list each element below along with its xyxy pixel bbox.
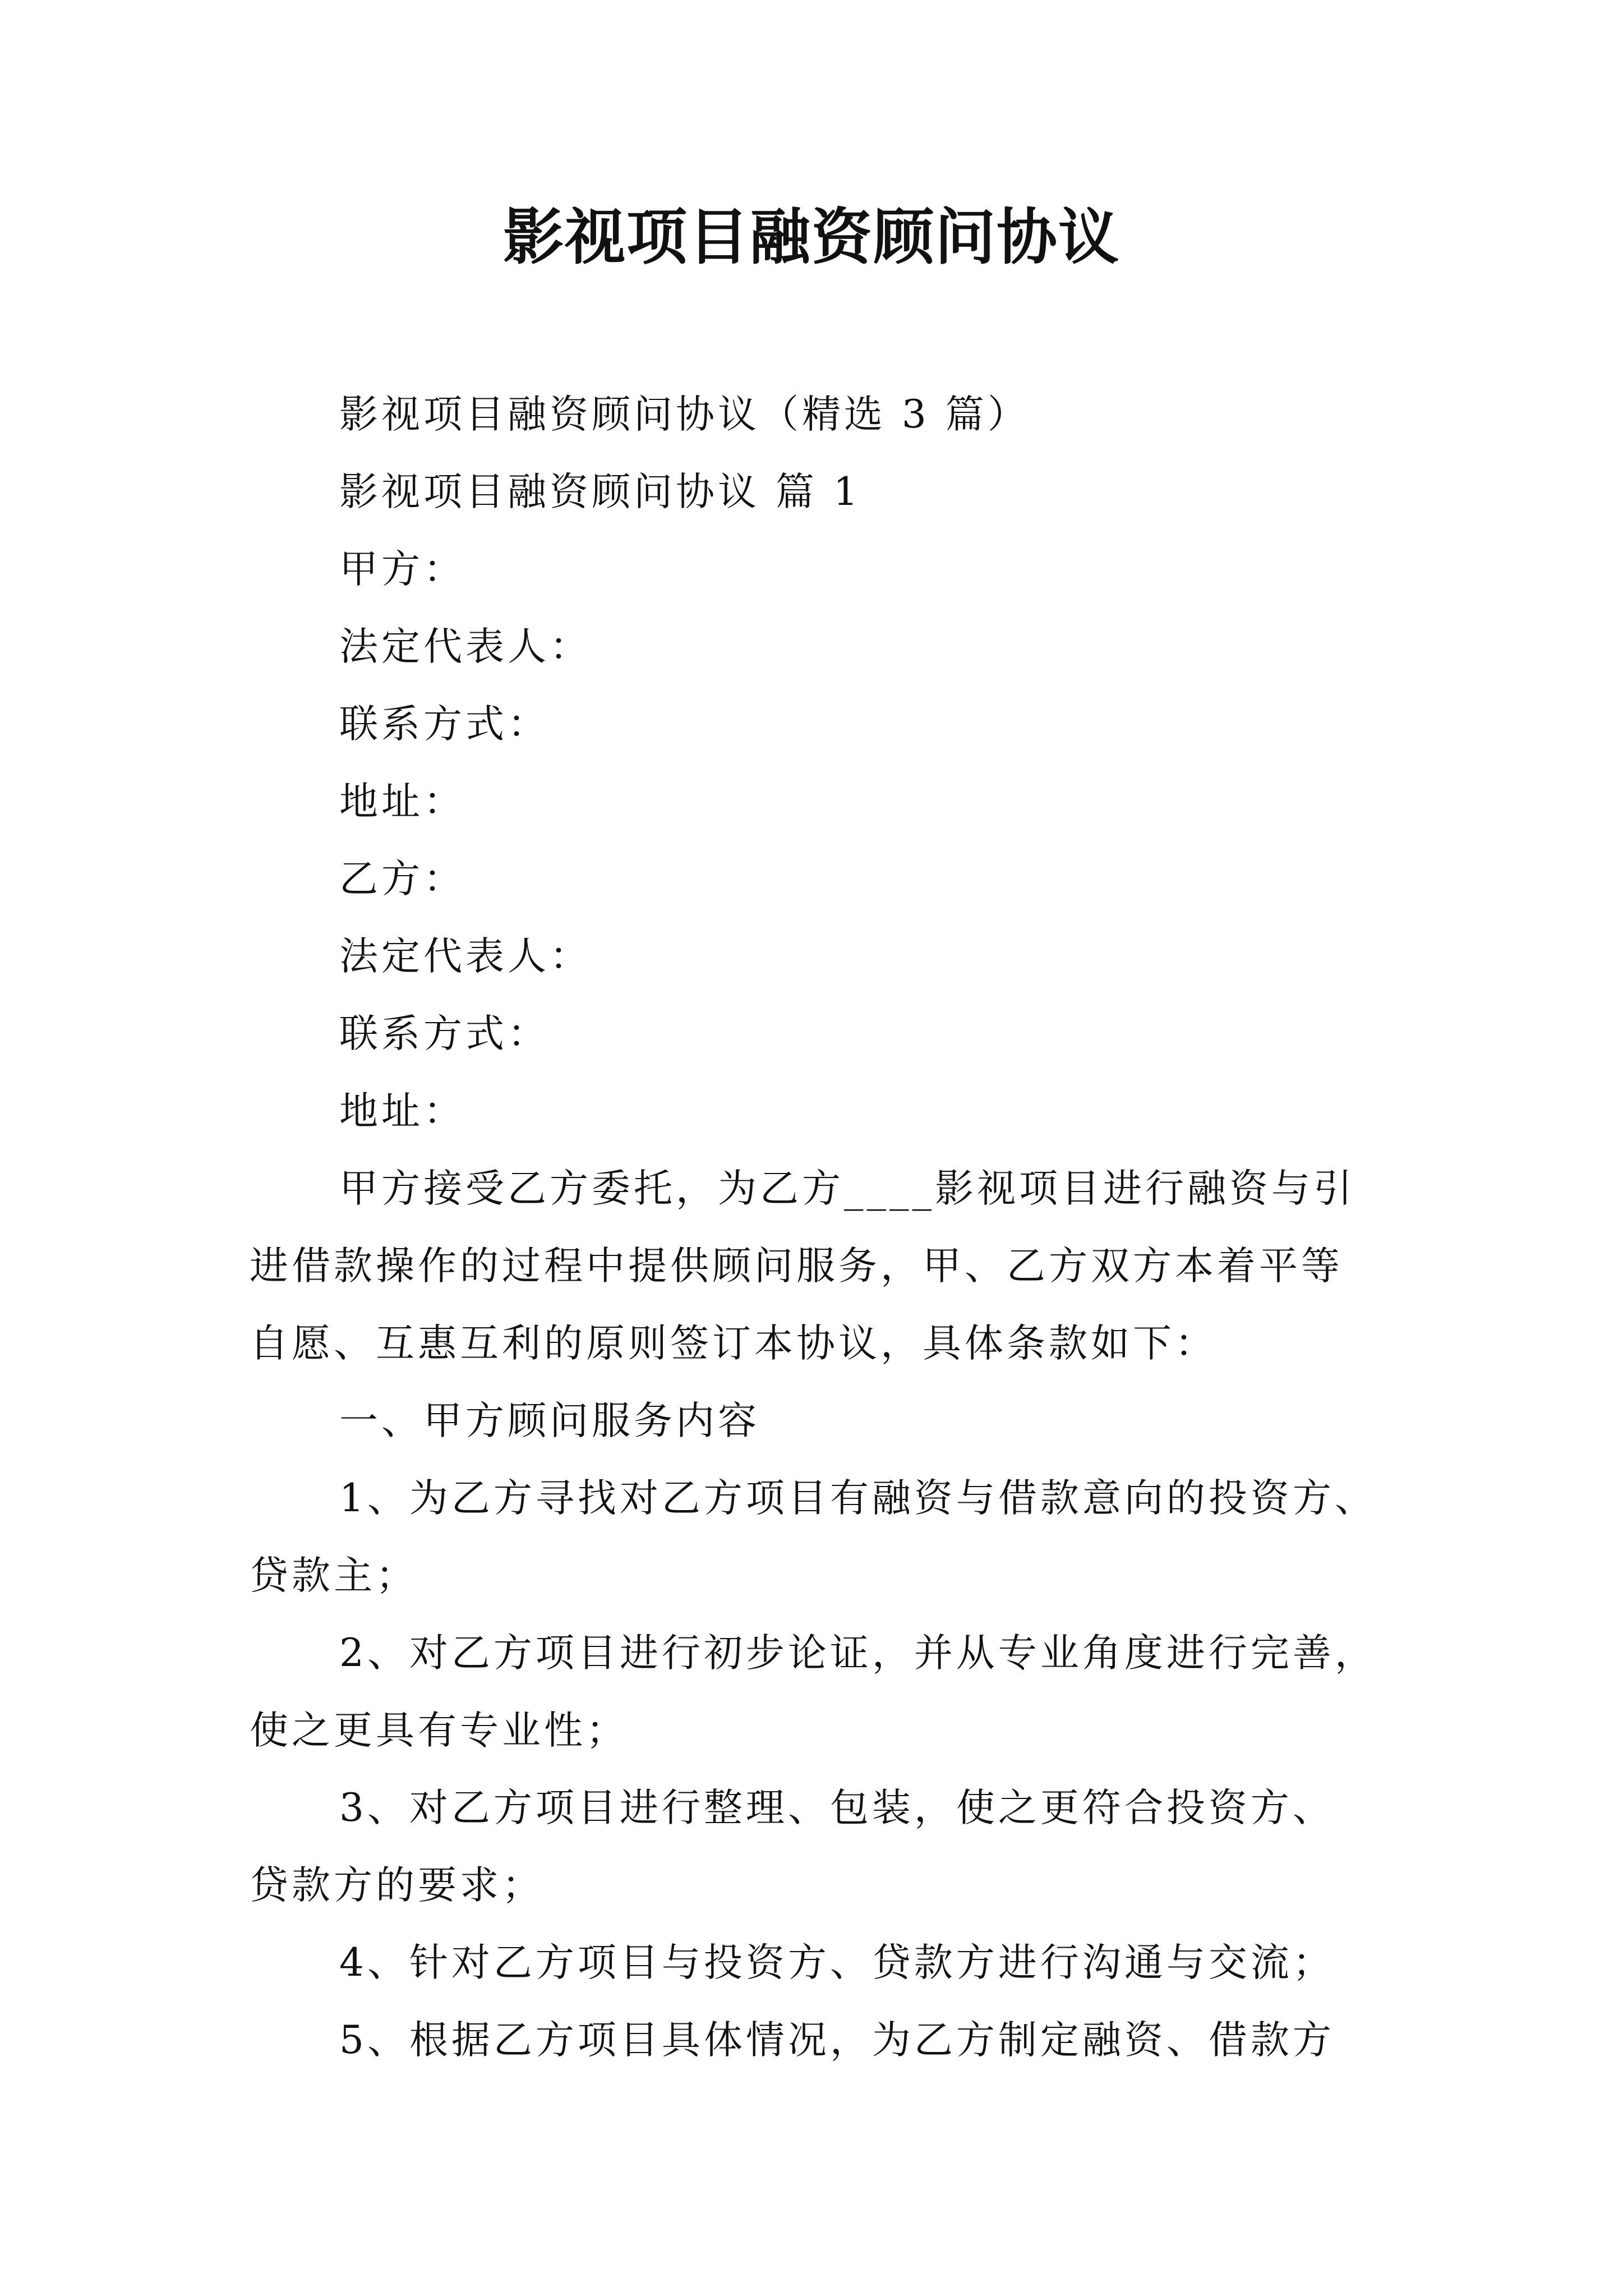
text-line: 甲方： xyxy=(339,547,465,592)
text-line: 法定代表人： xyxy=(339,934,592,979)
text-line: 1、为乙方寻找对乙方项目有融资与借款意向的投资方、 xyxy=(339,1476,1377,1521)
text-line: 4、针对乙方项目与投资方、贷款方进行沟通与交流； xyxy=(339,1940,1335,1985)
text-line: 影视项目融资顾问协议（精选 3 篇） xyxy=(339,392,1030,437)
text-line: 联系方式： xyxy=(339,1011,550,1056)
text-line: 贷款方的要求； xyxy=(250,1863,544,1908)
text-line: 甲方接受乙方委托，为乙方____影视项目进行融资与引 xyxy=(339,1166,1355,1211)
text-line: 地址： xyxy=(339,779,465,824)
text-line: 自愿、互惠互利的原则签订本协议，具体条款如下： xyxy=(250,1321,1217,1366)
text-line: 3、对乙方项目进行整理、包装，使之更符合投资方、 xyxy=(339,1786,1335,1830)
text-line: 法定代表人： xyxy=(339,624,592,669)
text-line: 乙方： xyxy=(339,857,465,901)
text-line: 地址： xyxy=(339,1089,465,1134)
text-line: 进借款操作的过程中提供顾问服务，甲、乙方双方本着平等 xyxy=(250,1244,1343,1289)
text-line: 5、根据乙方项目具体情况，为乙方制定融资、借款方 xyxy=(339,2018,1335,2063)
text-line: 影视项目融资顾问协议 篇 1 xyxy=(339,470,861,514)
document-title: 影视项目融资顾问协议 xyxy=(502,202,1120,273)
text-line: 联系方式： xyxy=(339,702,550,747)
document-body xyxy=(250,376,1399,2079)
text-line: 使之更具有专业性； xyxy=(250,1708,628,1753)
text-line: 一、甲方顾问服务内容 xyxy=(339,1398,760,1443)
text-line: 2、对乙方项目进行初步论证，并从专业角度进行完善， xyxy=(339,1631,1377,1676)
text-line: 贷款主； xyxy=(250,1553,418,1598)
